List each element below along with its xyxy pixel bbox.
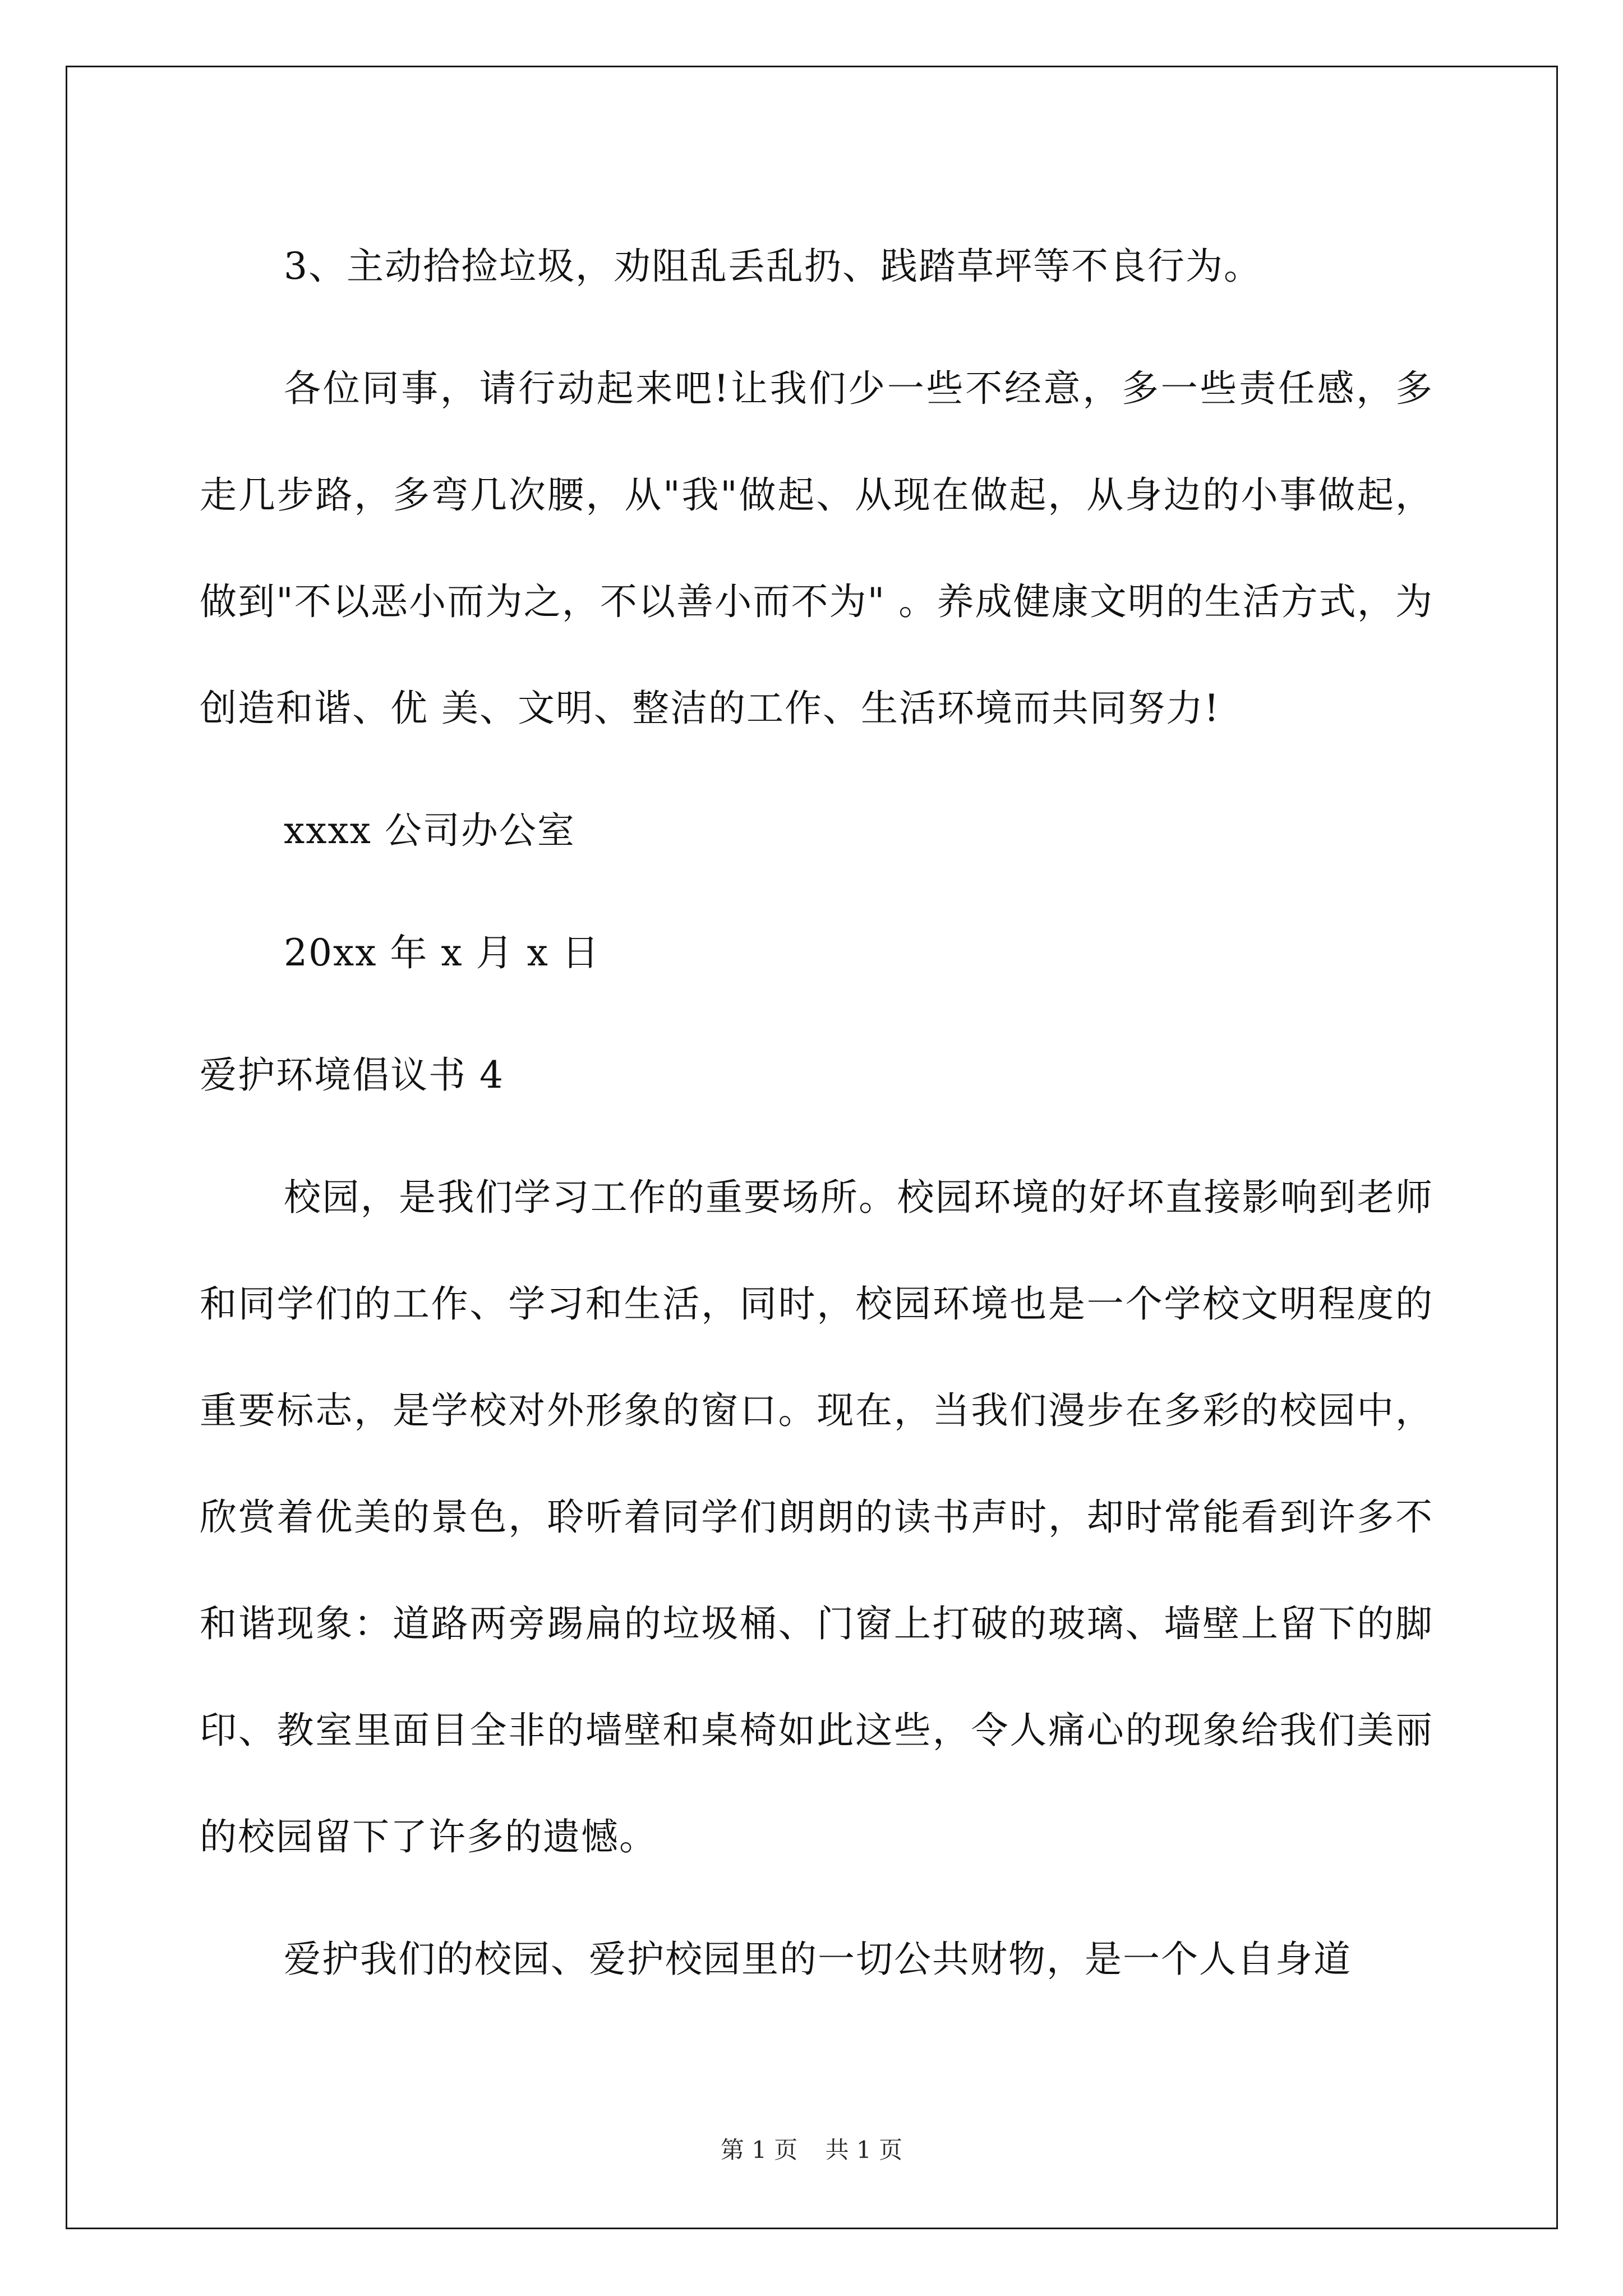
section-heading: 爱护环境倡议书 4: [200, 1053, 504, 1097]
paragraph-campus: 校园，是我们学习工作的重要场所。校园环境的好坏直接影响到老师和同学们的工作、学习和生活，同时，校园环境也是一个学校文明程度的重要标志，是学校对外形象的窗口。现在，当我们漫步在多彩的校园中，欣赏着优美的景色，聆听着同学们朗朗的读书声时，却时常能看到许多不和谐现象：道路两旁踢扁的垃圾桶、门窗上打破的玻璃、墙壁上留下的脚印、教室里面目全非的墙壁和桌椅如此这些，令人痛心的现象给我们美丽的校园留下了许多的遗憾。: [200, 1176, 1433, 1858]
paragraph-litter: 3、主动拾捡垃圾，劝阻乱丢乱扔、践踏草坪等不良行为。: [284, 245, 1262, 288]
paragraph-protect: 爱护我们的校园、爱护校园里的一切公共财物，是一个人自身道: [284, 1938, 1352, 1981]
page-total: 共 1 页: [825, 2136, 903, 2164]
signature-date: 20xx 年 x 月 x 日: [284, 931, 600, 974]
signature-office: xxxx 公司办公室: [284, 809, 575, 852]
paragraph-call-to-action: 各位同事，请行动起来吧!让我们少一些不经意，多一些责任感，多走几步路，多弯几次腰，从"我"做起、从现在做起，从身边的小事做起，做到"不以恶小而为之，不以善小而不为" 。养成健康文明的生活方式，为创造和谐、优 美、文明、整洁的工作、生活环境而共同努力!: [200, 367, 1433, 730]
document-body: [200, 213, 1433, 2028]
page-number: 第 1 页: [720, 2136, 798, 2164]
page-footer: [0, 2132, 1623, 2165]
